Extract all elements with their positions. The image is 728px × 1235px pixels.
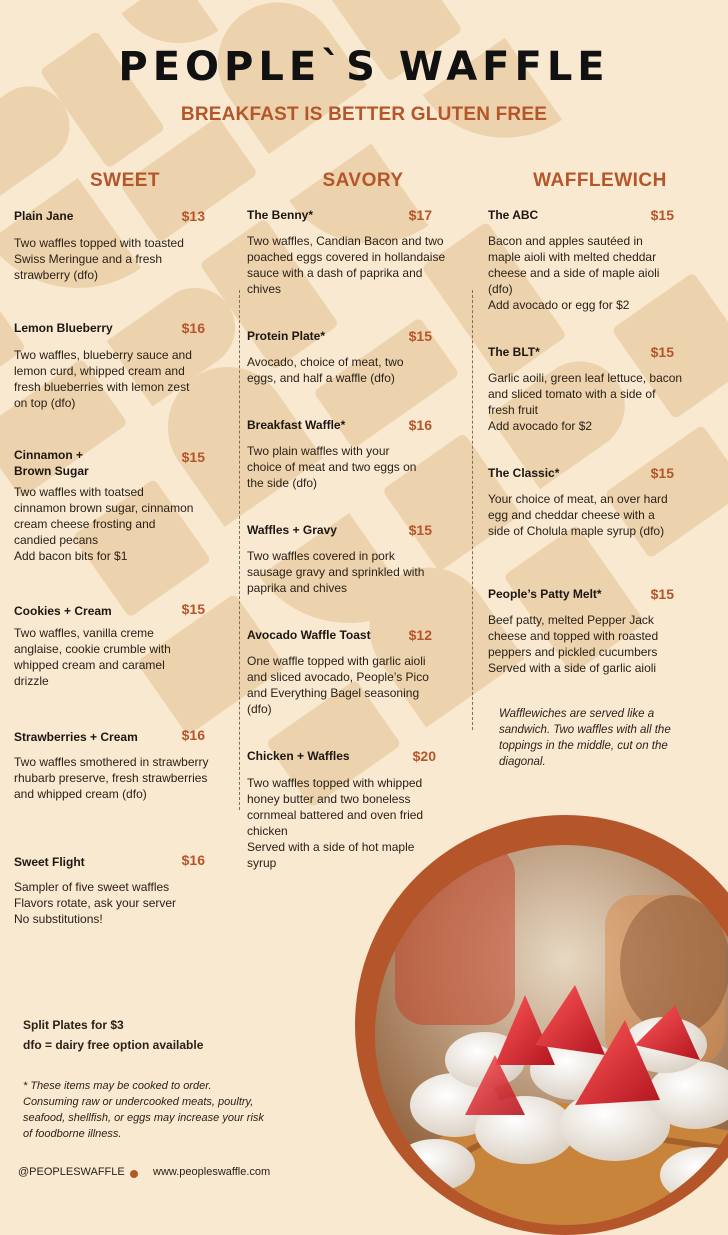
website-link[interactable]: www.peopleswaffle.com [153,1166,271,1178]
item-description: Your choice of meat, an over hard egg and cheddar cheese with a side of Cholula maple syrup (dfo) [488,492,668,538]
item-description: Two waffles topped with toasted Swiss Meringue and a fresh strawberry (dfo) [14,236,184,282]
item-name: Plain Jane [14,209,74,223]
food-safety-disclaimer: * These items may be cooked to order. Consuming raw or undercooked meats, poultry, seafood, shellfish, or eggs may increase your risk of foodborne illness. [23,1080,264,1140]
item-price: $15 [408,522,432,538]
column-divider [239,290,240,810]
item-description: Two waffles, blueberry sauce and lemon curd, whipped cream and fresh blueberries with lemon zest on top (dfo) [14,348,192,410]
item-name: Cinnamon + Brown Sugar [14,448,89,478]
item-description: Two waffles with toatsed cinnamon brown sugar, cinnamon cream cheese frosting and candied pecans Add bacon bits for $1 [14,485,194,563]
brand-logo: PEOPLE`S WAFFLE [118,44,610,90]
item-description: Bacon and apples sautéed in maple aioli with melted cheddar cheese and a side of maple aioli (dfo) Add avocado or egg for $2 [488,234,660,312]
menu-item-protein-plate [247,328,452,386]
item-name: Lemon Blueberry [14,321,113,335]
menu-item-the-classic [488,465,688,539]
item-price: $16 [181,727,205,743]
item-description: Avocado, choice of meat, two eggs, and half a waffle (dfo) [247,355,404,385]
item-description: Two plain waffles with your choice of meat and two eggs on the side (dfo) [247,444,417,490]
item-price: $16 [181,852,205,868]
social-handle[interactable]: @PEOPLESWAFFLE [18,1166,125,1178]
item-price: $16 [181,320,205,336]
item-price: $20 [412,748,436,764]
menu-item-strawberries-cream [14,729,219,802]
column-divider [472,290,473,730]
item-description: Two waffles smothered in strawberry rhubarb preserve, fresh strawberries and whipped cream (dfo) [14,755,209,801]
item-price: $12 [408,627,432,643]
menu-item-the-benny [247,207,452,297]
column-title-savory: SAVORY [322,170,404,191]
menu-item-cookies-cream [14,603,219,689]
item-price: $15 [181,601,205,617]
item-price: $15 [408,328,432,344]
item-name: The ABC [488,208,539,222]
item-description: Beef patty, melted Pepper Jack cheese and topped with roasted peppers and pickled cucumbers Served with a side of garlic aioli [488,613,659,675]
item-description: One waffle topped with garlic aioli and sliced avocado, People’s Pico and Everything Bagel seasoning (dfo) [247,654,429,716]
menu-item-sweet-flight [14,854,219,927]
item-name: Protein Plate* [247,329,326,343]
tagline: BREAKFAST IS BETTER GLUTEN FREE [180,104,548,125]
item-description: Two waffles topped with whipped honey butter and two boneless cornmeal battered and oven fried chicken Served with a side of hot maple syrup [247,776,424,870]
item-name: People’s Patty Melt* [488,587,602,601]
item-description: Sampler of five sweet waffles Flavors rotate, ask your server No substitutions! [14,880,177,926]
item-price: $15 [181,449,205,465]
item-name: The Classic* [488,466,560,480]
item-name: Sweet Flight [14,855,85,869]
item-name: Waffles + Gravy [247,523,337,537]
menu-item-avocado-waffle-toast [247,627,452,717]
circle-dot-icon [130,1170,138,1178]
item-description: Two waffles covered in pork sausage gravy and sprinkled with paprika and chives [247,549,425,595]
menu-item-breakfast-waffle [247,417,452,491]
item-price: $15 [650,586,674,602]
item-name: Cookies + Cream [14,604,112,618]
menu-item-plain-jane [14,208,219,283]
item-name: Breakfast Waffle* [247,418,346,432]
item-description: Two waffles, Candian Bacon and two poached eggs covered in hollandaise sauce with a dash of paprika and chives [247,234,446,296]
dfo-legend: dfo = dairy free option available [23,1038,204,1052]
item-name: Strawberries + Cream [14,730,138,744]
item-price: $13 [181,208,205,224]
menu-item-lemon-blueberry [14,320,219,411]
menu-item-chicken-waffles [247,748,452,871]
column-title-sweet: SWEET [89,170,161,191]
column-title-wafflewich: WAFFLEWICH [533,170,667,191]
item-price: $15 [650,344,674,360]
item-description: Garlic aoili, green leaf lettuce, bacon and sliced tomato with a side of fresh fruit Add avocado for $2 [488,371,683,433]
item-price: $17 [408,207,432,223]
item-price: $15 [650,207,674,223]
menu-item-cinnamon-brown-sugar [14,447,219,564]
menu-item-the-abc [488,207,688,313]
menu-item-waffles-gravy [247,522,452,596]
item-name: Chicken + Waffles [247,749,350,763]
item-price: $16 [408,417,432,433]
menu-item-peoples-patty-melt [488,586,688,676]
item-price: $15 [650,465,674,481]
split-plates-note: Split Plates for $3 [23,1018,124,1032]
item-description: Two waffles, vanilla creme anglaise, cookie crumble with whipped cream and caramel drizzle [14,626,171,688]
wafflewich-note: Wafflewiches are served like a sandwich. Two waffles with all the toppings in the middle, cut on the diagonal. [499,708,671,768]
item-name: The BLT* [488,345,540,359]
item-name: The Benny* [247,208,314,222]
menu-item-the-blt [488,344,688,434]
item-name: Avocado Waffle Toast [247,628,371,642]
